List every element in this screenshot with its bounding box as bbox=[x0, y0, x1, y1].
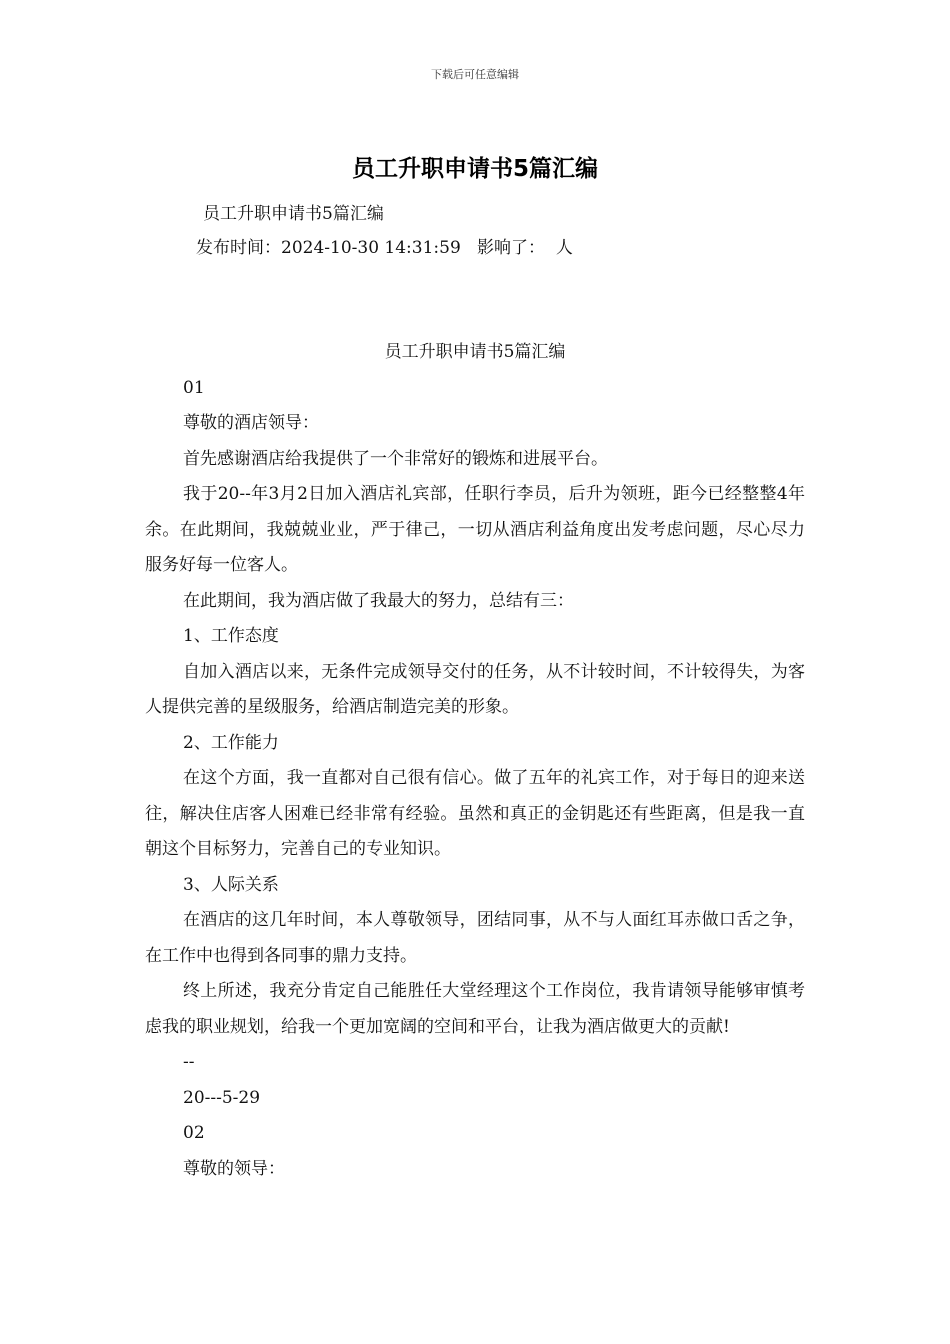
paragraph: 3、人际关系 bbox=[183, 874, 279, 895]
paragraph: 在酒店的这几年时间，本人尊敬领导，团结同事，从不与人面红耳赤做口舌之争，在工作中也得到各同事的鼎力支持。 bbox=[145, 910, 805, 966]
publish-meta bbox=[196, 233, 573, 258]
header-note: 下载后可任意编辑 bbox=[431, 68, 519, 81]
paragraph: -- bbox=[183, 1052, 195, 1072]
paragraph: 尊敬的领导： bbox=[183, 1158, 285, 1179]
paragraph: 20---5-29 bbox=[183, 1087, 261, 1108]
subtitle: 员工升职申请书5篇汇编 bbox=[203, 204, 384, 224]
paragraph: 我于20--年3月2日加入酒店礼宾部，任职行李员，后升为领班，距今已经整整4年余。在此期间，我兢兢业业，严于律己，一切从酒店利益角度出发考虑问题，尽心尽力服务好每一位客人。 bbox=[145, 484, 805, 575]
influence-label: 影响了： bbox=[477, 238, 545, 258]
publish-label: 发布时间： bbox=[196, 238, 281, 258]
paragraph: 2、工作能力 bbox=[183, 732, 279, 753]
publish-time: 2024-10-30 14:31:59 bbox=[281, 238, 461, 258]
paragraph: 终上所述，我充分肯定自己能胜任大堂经理这个工作岗位，我肯请领导能够审慎考虑我的职业规划，给我一个更加宽阔的空间和平台，让我为酒店做更大的贡献! bbox=[145, 981, 805, 1037]
paragraph: 自加入酒店以来，无条件完成领导交付的任务，从不计较时间，不计较得失，为客人提供完善的星级服务，给酒店制造完美的形象。 bbox=[145, 661, 805, 717]
paragraph: 首先感谢酒店给我提供了一个非常好的锻炼和进展平台。 bbox=[183, 448, 608, 469]
paragraph: 在此期间，我为酒店做了我最大的努力，总结有三： bbox=[183, 590, 574, 611]
paragraph: 在这个方面，我一直都对自己很有信心。做了五年的礼宾工作，对于每日的迎来送往，解决住店客人困难已经非常有经验。虽然和真正的金钥匙还有些距离，但是我一直朝这个目标努力，完善自己的专业知识。 bbox=[145, 768, 805, 859]
body-title: 员工升职申请书5篇汇编 bbox=[384, 342, 566, 362]
paragraph: 1、工作态度 bbox=[183, 626, 279, 646]
paragraph: 01 bbox=[183, 377, 205, 398]
influence-value: 人 bbox=[555, 238, 573, 258]
page-title: 员工升职申请书5篇汇编 bbox=[351, 156, 598, 182]
paragraph: 尊敬的酒店领导： bbox=[183, 413, 319, 433]
document-body bbox=[145, 335, 805, 1187]
paragraph: 02 bbox=[183, 1123, 205, 1143]
